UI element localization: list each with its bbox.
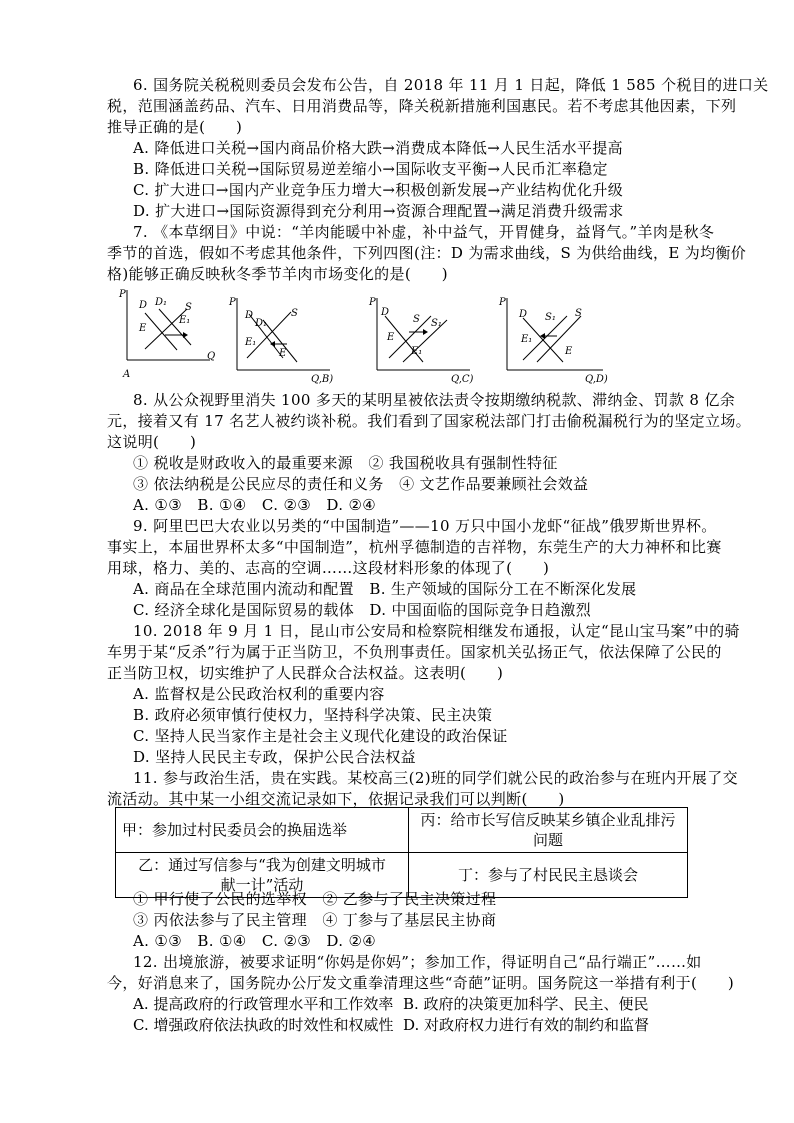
graph-b-d-label: D: [245, 310, 254, 321]
graph-d-caption: Q,D): [585, 374, 608, 385]
q7-stem-line-1: 7. 《本草纲目》中说：“羊肉能暖中补虚，补中益气，开胃健身，益肾气。”羊肉是秋冬: [133, 223, 715, 241]
q6-stem-line-1: 6. 国务院关税税则委员会发布公告，自 2018 年 11 月 1 日起，降低 1 585 个税目的进口关: [133, 76, 769, 94]
q11-cell-bing-text-1: 丙：给市长写信反映某乡镇企业乱排污: [420, 811, 676, 829]
graph-c-e-label: E: [387, 332, 395, 343]
q10-stem-line-1: 10. 2018 年 9 月 1 日，昆山市公安局和检察院相继发布通报，认定“昆山宝马案”中的骑: [133, 622, 740, 640]
graph-d-e-label: E: [565, 346, 573, 357]
q11-item-line-1: ① 甲行使了公民的选举权 ② 乙参与了民主决策过程: [133, 890, 497, 908]
q7-stem-line-3: 格)能够正确反映秋冬季节羊肉市场变化的是( ): [107, 265, 448, 283]
q7-graph-a: [115, 285, 225, 380]
graph-c-e1-label: E₁: [411, 346, 423, 357]
q7-stem-line-2: 季节的首选，假如不考虑其他条件，下列四图(注：D 为需求曲线，S 为供给曲线，E 为均衡价: [107, 244, 747, 262]
q12-stem-line-2: 今，好消息来了，国务院办公厅发文重拳清理这些“奇葩”证明。国务院这一举措有利于( ): [107, 974, 735, 992]
q8-choices: A. ①③ B. ①④ C. ②③ D. ②④: [133, 496, 377, 514]
q11-cell-jia: [116, 808, 409, 853]
q9-option-ab: A. 商品在全球范围内流动和配置 B. 生产领域的国际分工在不断深化发展: [133, 580, 637, 598]
graph-a-e-label: E: [139, 323, 147, 334]
graph-c-p-label: P: [369, 297, 376, 308]
graph-d-e1-label: E₁: [521, 334, 533, 345]
q10-option-a: A. 监督权是公民政治权利的重要内容: [133, 685, 385, 703]
q8-stem-line-1: 8. 从公众视野里消失 100 多天的某明星被依法责令按期缴纳税款、滞纳金、罚款 8 亿余: [133, 391, 736, 409]
q11-cell-bing: [409, 808, 688, 853]
graph-b-p-label: P: [229, 297, 236, 308]
graph-c-s-label: S: [413, 314, 420, 325]
graph-c-caption: Q,C): [451, 374, 474, 385]
graph-d-s-label: S: [575, 308, 582, 319]
q9-option-cd: C. 经济全球化是国际贸易的载体 D. 中国面临的国际竞争日趋激烈: [133, 601, 592, 619]
q11-cell-bing-text-2: 问题: [532, 831, 563, 849]
q10-stem-line-3: 正当防卫权，切实维护了人民群众合法权益。这表明( ): [107, 664, 504, 682]
q10-option-d: D. 坚持人民民主专政，保护公民合法权益: [133, 748, 417, 766]
graph-a-e1-label: E₁: [179, 315, 191, 326]
q9-stem-line-3: 用球，格力、美的、志高的空调……这段材料形象的体现了( ): [107, 559, 550, 577]
graph-b-s-label: S: [291, 308, 298, 319]
q8-item-line-2: ③ 依法纳税是公民应尽的责任和义务 ④ 文艺作品要兼顾社会效益: [133, 475, 589, 493]
q12-option-a: A. 提高政府的行政管理水平和工作效率: [133, 995, 394, 1013]
q7-graph-d: [495, 290, 620, 385]
q8-stem-line-2: 元，接着又有 17 名艺人被约谈补税。我们看到了国家税法部门打击偷税漏税行为的坚定立场。: [107, 412, 752, 430]
q11-cell-yi-text-1: 乙：通过写信参与“我为创建文明城市: [138, 856, 386, 874]
graph-d-d-label: D: [519, 309, 528, 320]
q9-stem-line-1: 9. 阿里巴巴大农业以另类的“中国制造”——10 万只中国小龙虾“征战”俄罗斯世界杯。: [133, 517, 717, 535]
q7-graph-c: [365, 290, 485, 385]
q11-cell-yi-text-2: 献一计”活动: [220, 876, 304, 894]
q11-record-table: [115, 807, 688, 898]
graph-b-e-label: E: [279, 348, 287, 359]
q11-cell-ding-text: 丁：参与了村民民主恳谈会: [457, 866, 638, 884]
q6-stem-line-3: 推导正确的是( ): [107, 118, 243, 136]
graph-b-e1-label: E₁: [245, 337, 257, 348]
q8-stem-line-3: 这说明( ): [107, 433, 197, 451]
q6-option-a: A. 降低进口关税→国内商品价格大跌→消费成本降低→人民生活水平提高: [133, 139, 623, 157]
q12-option-d: D. 对政府权力进行有效的制约和监督: [403, 1016, 650, 1034]
graph-b-d1-label: D₁: [255, 318, 268, 329]
q7-graph-b: [225, 290, 345, 385]
graph-a-q-label: Q: [207, 351, 216, 362]
graph-b-caption: Q,B): [311, 374, 334, 385]
graph-c-d-label: D: [381, 307, 390, 318]
q10-option-b: B. 政府必须审慎行使权力，坚持科学决策、民主决策: [133, 706, 493, 724]
graph-a-caption: A: [123, 369, 131, 380]
q11-item-line-2: ③ 丙依法参与了民主管理 ④ 丁参与了基层民主协商: [133, 911, 497, 929]
q10-option-c: C. 坚持人民当家作主是社会主义现代化建设的政治保证: [133, 727, 508, 745]
graph-d-s1-label: S₁: [545, 312, 556, 323]
graph-a-d-label: D: [139, 300, 148, 311]
graph-a-s-label: S: [185, 302, 192, 313]
q11-stem-line-2: 流活动。其中某一小组交流记录如下，依据记录我们可以判断( ): [107, 790, 565, 808]
q6-stem-line-2: 税，范围涵盖药品、汽车、日用消费品等，降关税新措施利国惠民。若不考虑其他因素，下列: [107, 97, 737, 115]
q12-option-b: B. 政府的决策更加科学、民主、便民: [403, 995, 649, 1013]
q11-stem-line-1: 11. 参与政治生活，贵在实践。某校高三(2)班的同学们就公民的政治参与在班内开展了交: [133, 769, 738, 787]
graph-c-s1-label: S₁: [431, 318, 442, 329]
q12-option-c: C. 增强政府依法执政的时效性和权威性: [133, 1016, 394, 1034]
q8-item-line-1: ① 税收是财政收入的最重要来源 ② 我国税收具有强制性特征: [133, 454, 558, 472]
q12-stem-line-1: 12. 出境旅游，被要求证明“你妈是你妈”；参加工作，得证明自己“品行端正”……如: [133, 953, 702, 971]
graph-d-p-label: P: [499, 297, 506, 308]
graph-a-d1-label: D₁: [155, 297, 168, 308]
q9-stem-line-2: 事实上，本届世界杯太多“中国制造”，杭州孚德制造的吉祥物，东莞生产的大力神杯和比赛: [107, 538, 722, 556]
graph-a-p-label: P: [119, 289, 126, 300]
q6-option-b: B. 降低进口关税→国际贸易逆差缩小→国际收支平衡→人民币汇率稳定: [133, 160, 608, 178]
q11-cell-jia-text: 甲：参加过村民委员会的换届选举: [122, 821, 348, 839]
q6-option-d: D. 扩大进口→国际资源得到充分利用→资源合理配置→满足消费升级需求: [133, 202, 624, 220]
q10-stem-line-2: 车男于某“反杀”行为属于正当防卫，不负刑事责任。国家机关弘扬正气，依法保障了公民的: [107, 643, 722, 661]
q6-option-c: C. 扩大进口→国内产业竞争压力增大→积极创新发展→产业结构优化升级: [133, 181, 624, 199]
q11-choices: A. ①③ B. ①④ C. ②③ D. ②④: [133, 932, 377, 950]
